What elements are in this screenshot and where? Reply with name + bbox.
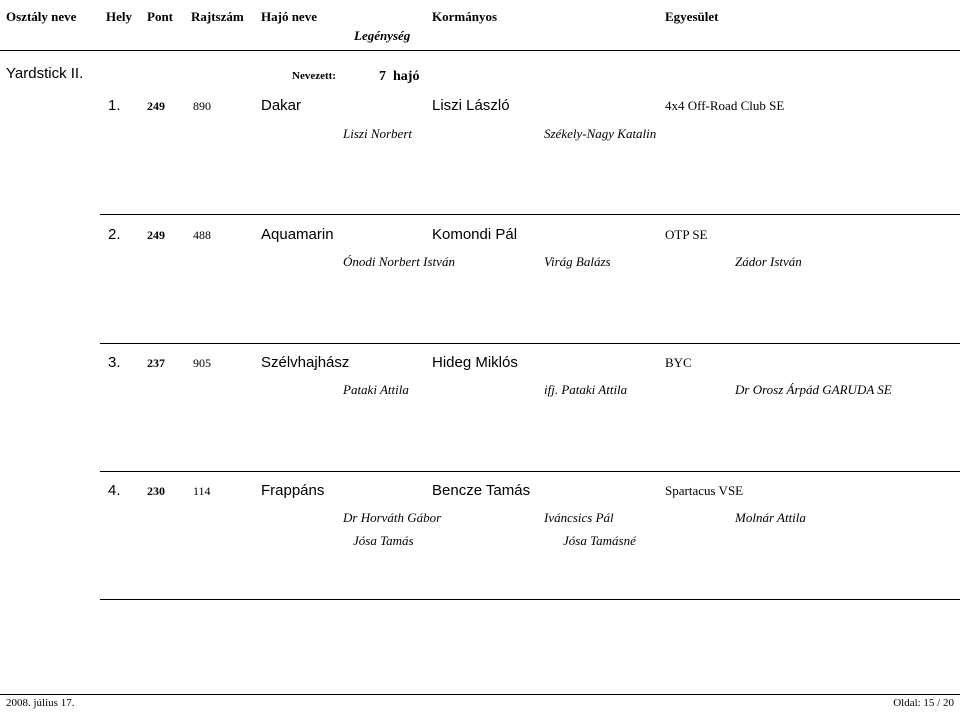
place: 3. [108,354,121,371]
crew-member: Ónodi Norbert István [343,254,455,269]
start-number: 905 [193,356,211,370]
skipper: Komondi Pál [432,226,518,243]
start-number: 114 [193,484,211,498]
footer-rule [0,694,960,695]
crew-member: Pataki Attila [343,382,409,397]
col-header-hajo-neve: Hajó neve [261,9,317,24]
nevezett-label: Nevezett: [292,70,336,82]
footer-page-number: Oldal: 15 / 20 [893,697,954,709]
entry-separator [100,471,960,472]
place: 2. [108,226,121,243]
entry-count-unit: hajó [393,69,420,84]
points: 249 [147,99,165,113]
crew-member: Virág Balázs [544,254,611,269]
club: Spartacus VSE [665,483,744,498]
entry-separator [100,214,960,215]
class-name: Yardstick II. [6,65,84,82]
skipper: Liszi László [432,97,510,114]
crew-member: Molnár Attila [735,510,806,525]
col-header-kormanyos: Kormányos [432,9,497,24]
crew-member: Zádor István [735,254,802,269]
start-number: 488 [193,228,211,242]
points: 249 [147,228,165,242]
skipper: Hideg Miklós [432,354,518,371]
col-header-pont: Pont [147,9,173,24]
crew-member: Dr Orosz Árpád GARUDA SE [735,382,892,397]
boat-name: Dakar [261,97,302,114]
club: 4x4 Off-Road Club SE [665,98,785,113]
crew-member: Liszi Norbert [343,126,412,141]
col-header-egyesulet: Egyesület [665,9,719,24]
club: BYC [665,355,692,370]
entry-count: 7 [379,69,386,84]
col-header-legenyseg: Legénység [354,28,411,43]
club: OTP SE [665,227,708,242]
col-header-hely: Hely [106,9,132,24]
boat-name: Szélvhajhász [261,354,350,371]
entry-separator [100,343,960,344]
crew-member: Jósa Tamásné [563,533,636,548]
footer-date: 2008. július 17. [6,697,75,709]
points: 237 [147,356,165,370]
place: 1. [108,97,121,114]
crew-member: Székely-Nagy Katalin [544,126,657,141]
start-number: 890 [193,99,211,113]
entry-separator [100,599,960,600]
skipper: Bencze Tamás [432,482,531,499]
header-rule [0,50,960,51]
place: 4. [108,482,121,499]
crew-member: Dr Horváth Gábor [343,510,442,525]
boat-name: Aquamarin [261,226,334,243]
crew-member: ifj. Pataki Attila [544,382,628,397]
col-header-rajtszam: Rajtszám [191,9,244,24]
points: 230 [147,484,165,498]
crew-member: Iváncsics Pál [544,510,614,525]
crew-member: Jósa Tamás [353,533,414,548]
col-header-osztaly-neve: Osztály neve [6,9,77,24]
boat-name: Frappáns [261,482,325,499]
